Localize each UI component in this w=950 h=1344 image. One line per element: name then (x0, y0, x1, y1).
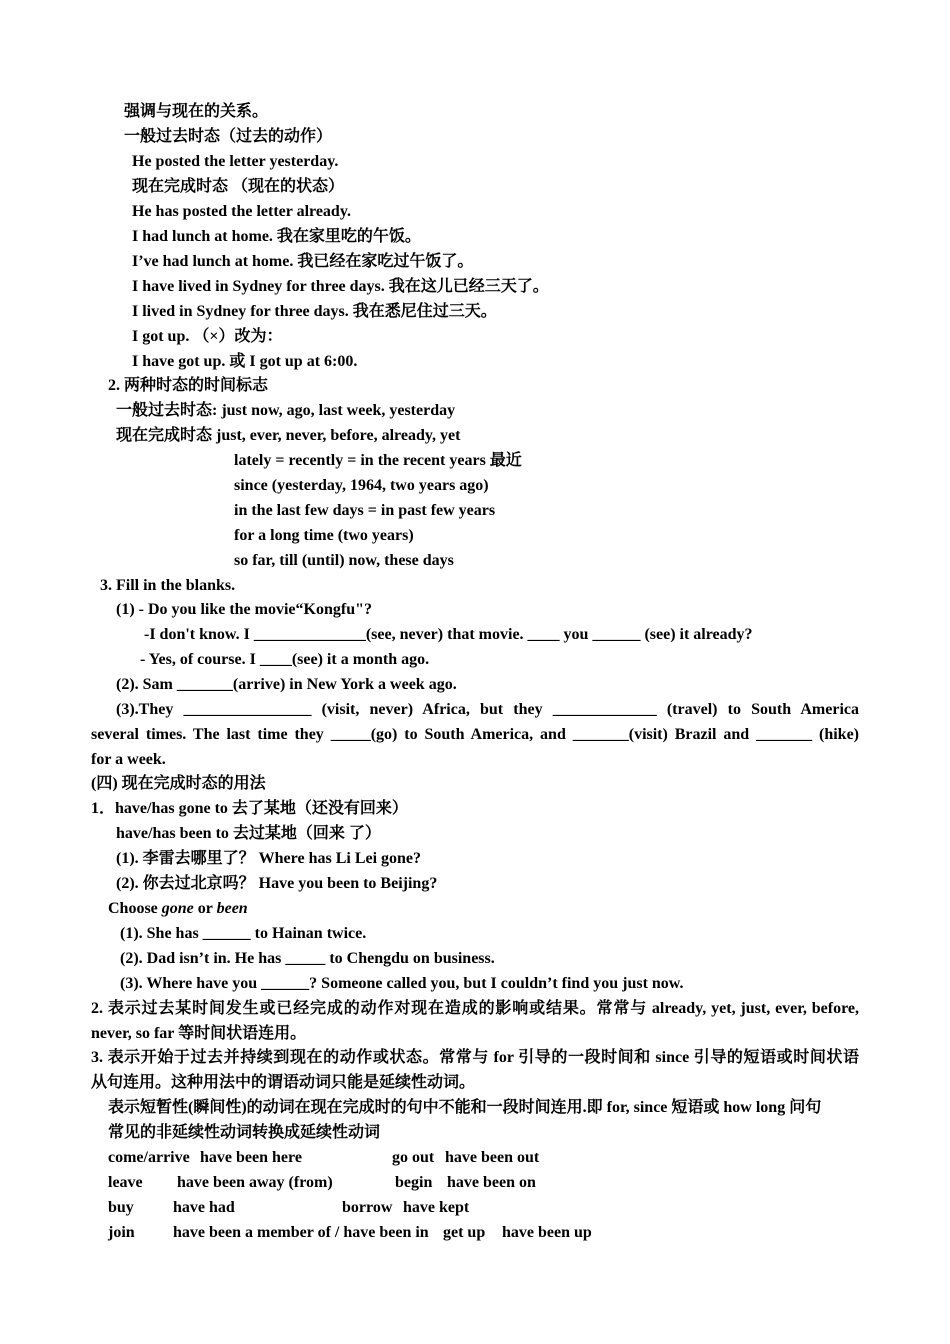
text-line: He has posted the letter already. (132, 203, 351, 220)
verb-cell: have been up (502, 1224, 592, 1241)
italic-word: gone (161, 900, 194, 917)
verb-cell: get up (443, 1224, 486, 1241)
exercise-line: (2). Dad isn’t in. He has _____ to Chengdu on business. (120, 950, 495, 967)
verb-cell: leave (108, 1174, 143, 1191)
exercise-line: (2). Sam _______(arrive) in New York a week ago. (116, 676, 457, 693)
text-line: 2. 表示过去某时间发生或已经完成的动作对现在造成的影响或结果。常常与 already, yet, just, ever, before, (91, 1000, 859, 1017)
text-line: 一般过去时态（过去的动作） (124, 128, 333, 145)
exercise-line: -I don't know. I ______________(see, never) that movie. ____ you ______ (see) it already? (144, 626, 753, 643)
exercise-line: (1). She has ______ to Hainan twice. (120, 925, 367, 942)
text-span: or (193, 900, 217, 917)
verb-cell: come/arrive (108, 1149, 190, 1166)
text-line: in the last few days = in past few years (234, 502, 496, 519)
section-heading: 2. 两种时态的时间标志 (108, 377, 269, 394)
text-line: 从句连用。这种用法中的谓语动词只能是延续性动词。 (91, 1074, 476, 1091)
exercise-line: for a week. (91, 751, 166, 768)
italic-word: been (216, 900, 248, 917)
choose-instruction (108, 899, 248, 919)
verb-cell: have kept (403, 1199, 470, 1216)
verb-cell: borrow (342, 1199, 393, 1216)
text-line: I got up. （×）改为： (132, 328, 283, 345)
exercise-line: several times. The last time they _____(go) to South America, and _______(visit) Brazil and _______ (hike) (91, 726, 859, 743)
text-line: 现在完成时态 （现在的状态） (132, 178, 345, 195)
text-line: never, so far 等时间状语连用。 (91, 1025, 307, 1042)
text-line: (1). 李雷去哪里了？ Where has Li Lei gone? (116, 850, 422, 867)
text-line: for a long time (two years) (234, 527, 414, 544)
verb-cell: join (108, 1224, 135, 1241)
exercise-line: (3).They ________________ (visit, never) Africa, but they _____________ (travel) to South America (116, 701, 859, 718)
text-line: 常见的非延续性动词转换成延续性动词 (108, 1124, 381, 1141)
text-line: I lived in Sydney for three days. 我在悉尼住过三天。 (132, 303, 497, 320)
text-line: 强调与现在的关系。 (124, 103, 269, 120)
text-line: 表示短暂性(瞬间性)的动词在现在完成时的句中不能和一段时间连用.即 for, since 短语或 how long 问句 (108, 1099, 822, 1116)
verb-cell: have had (173, 1199, 235, 1216)
verb-cell: buy (108, 1199, 134, 1216)
verb-cell: have been a member of / have been in (173, 1224, 429, 1241)
text-line: I had lunch at home. 我在家里吃的午饭。 (132, 228, 421, 245)
text-line: He posted the letter yesterday. (132, 153, 339, 170)
verb-cell: begin (395, 1174, 433, 1191)
text-line: I have got up. 或 I got up at 6:00. (132, 353, 358, 370)
text-line: 1．have/has gone to 去了某地（还没有回来） (91, 800, 408, 817)
exercise-line: (3). Where have you ______? Someone called you, but I couldn’t find you just now. (120, 975, 684, 992)
text-line: lately = recently = in the recent years 最近 (234, 452, 522, 469)
verb-cell: have been out (445, 1149, 540, 1166)
section-heading: (四) 现在完成时态的用法 (91, 775, 266, 792)
text-line: (2). 你去过北京吗？ Have you been to Beijing? (116, 875, 438, 892)
text-line: have/has been to 去过某地（回来 了） (116, 825, 381, 842)
text-line: so far, till (until) now, these days (234, 552, 454, 569)
exercise-line: (1) - Do you like the movie“Kongfu"? (116, 601, 372, 618)
verb-cell: have been on (447, 1174, 536, 1191)
verb-cell: have been here (200, 1149, 302, 1166)
text-line: I’ve had lunch at home. 我已经在家吃过午饭了。 (132, 253, 474, 270)
section-heading: 3. Fill in the blanks. (100, 577, 236, 594)
text-line: 一般过去时态: just now, ago, last week, yesterday (116, 402, 456, 419)
verb-cell: have been away (from) (177, 1174, 333, 1191)
verb-cell: go out (392, 1149, 435, 1166)
text-span: Choose (108, 900, 162, 917)
text-line: I have lived in Sydney for three days. 我在这儿已经三天了。 (132, 278, 549, 295)
exercise-line: - Yes, of course. I ____(see) it a month ago. (140, 651, 430, 668)
text-line: 3. 表示开始于过去并持续到现在的动作或状态。常常与 for 引导的一段时间和 since 引导的短语或时间状语 (91, 1049, 859, 1066)
text-line: since (yesterday, 1964, two years ago) (234, 477, 489, 494)
text-line: 现在完成时态 just, ever, never, before, already, yet (116, 427, 461, 444)
